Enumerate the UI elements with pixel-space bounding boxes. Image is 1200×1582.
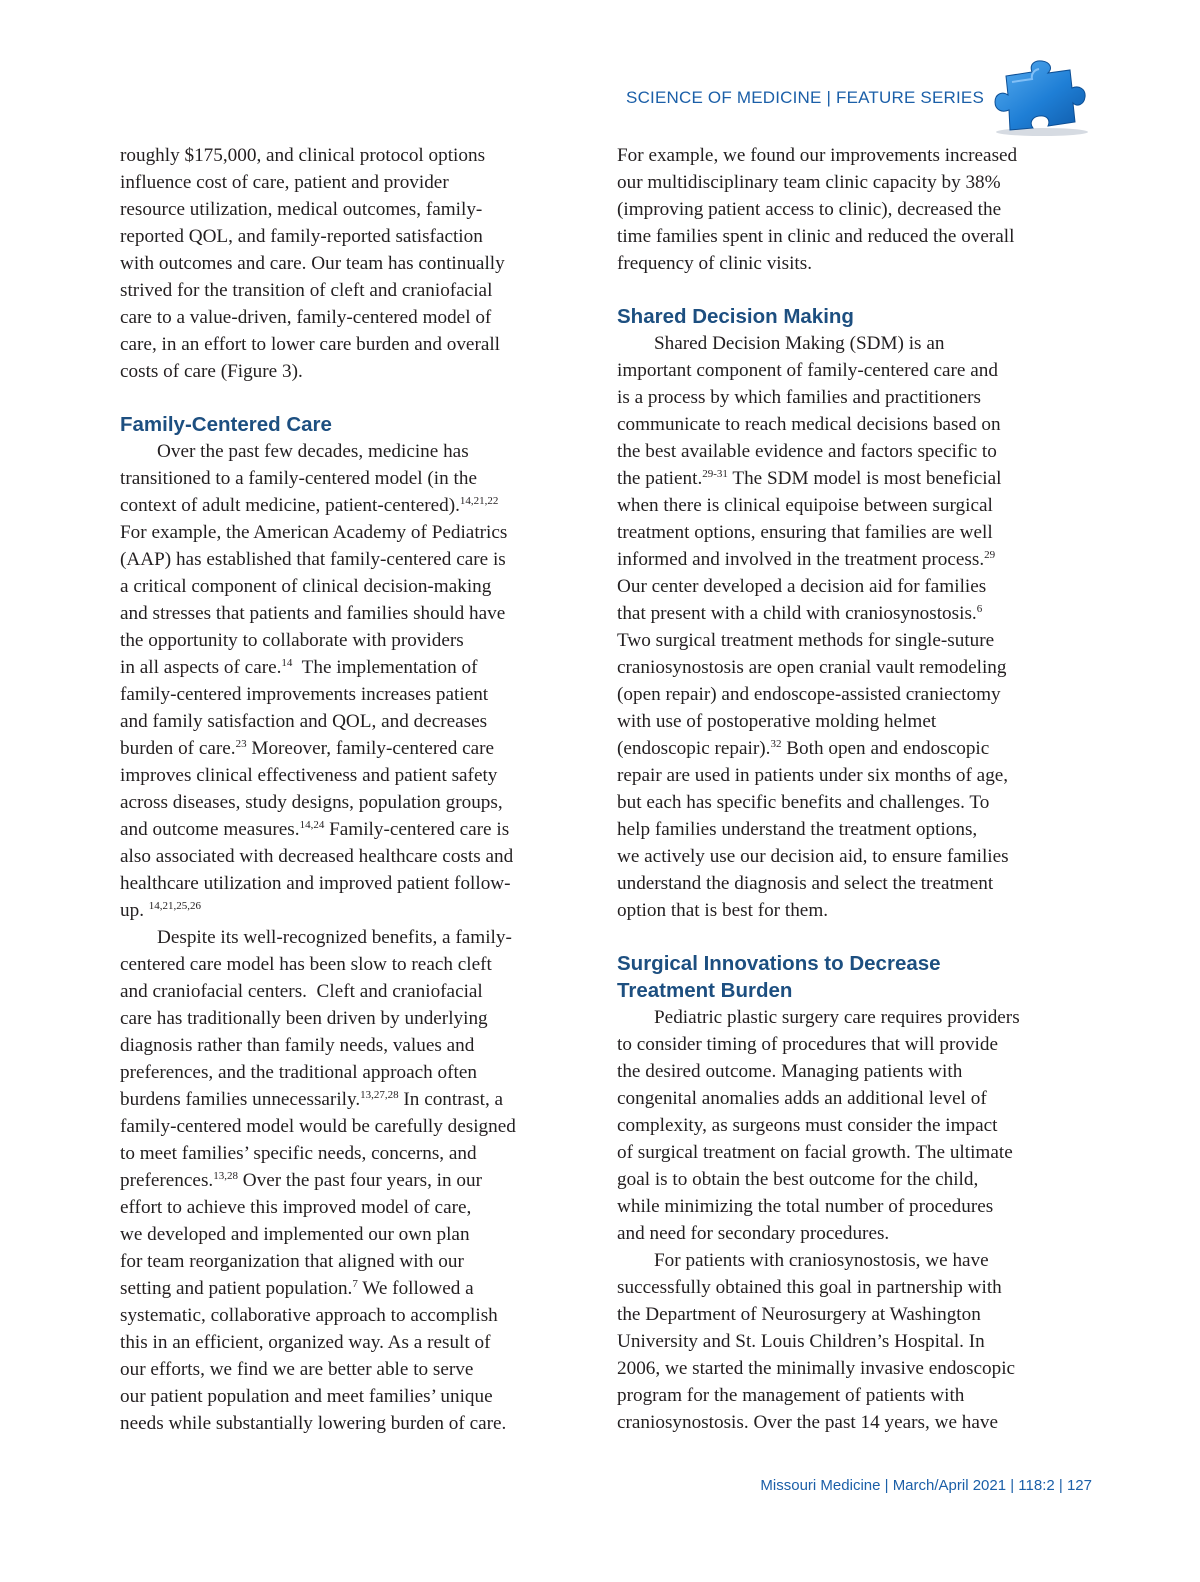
text-line: while minimizing the total number of procedures xyxy=(617,1196,994,1217)
text-line: the opportunity to collaborate with providers xyxy=(120,630,464,651)
right-column xyxy=(617,142,1087,1436)
text-line: the desired outcome. Managing patients with xyxy=(617,1061,963,1082)
text-line: frequency of clinic visits. xyxy=(617,253,813,274)
text-line: option that is best for them. xyxy=(617,900,829,921)
text-line: For example, the American Academy of Pediatrics xyxy=(120,522,508,543)
text-line: our efforts, we find we are better able to serve xyxy=(120,1359,474,1380)
citation: 14,24 xyxy=(299,819,325,831)
text-line: a critical component of clinical decision-making xyxy=(120,576,492,597)
text-line: also associated with decreased healthcare costs and xyxy=(120,846,514,867)
text-line: this in an efficient, organized way. As a result of xyxy=(120,1332,491,1353)
text-line: up. $^{14,21,25,26}$ xyxy=(120,900,202,921)
text-line: Our center developed a decision aid for families xyxy=(617,576,987,597)
text-line: but each has specific benefits and challenges. To xyxy=(617,792,990,813)
text-line: and need for secondary procedures. xyxy=(617,1223,890,1244)
text-line: care has traditionally been driven by underlying xyxy=(120,1008,488,1029)
left-column xyxy=(120,142,582,1437)
text-line: burdens families unnecessarily.$^{13,27,28}$ In contrast, a xyxy=(120,1089,504,1110)
text-line: we developed and implemented our own plan xyxy=(120,1224,470,1245)
text-line: healthcare utilization and improved patient follow- xyxy=(120,873,511,894)
text-line: understand the diagnosis and select the treatment xyxy=(617,873,994,894)
citation: 14,21,22 xyxy=(459,495,499,507)
text-line: For example, we found our improvements increased xyxy=(617,145,1018,166)
citation: 29-31 xyxy=(702,468,728,480)
heading-family-centered-care: Family-Centered Care xyxy=(120,413,332,436)
text-line: University and St. Louis Children’s Hospital. In xyxy=(617,1331,985,1352)
heading-surgical-innovations: Surgical Innovations to Decrease xyxy=(617,952,941,975)
text-line: Pediatric plastic surgery care requires providers xyxy=(654,1007,1020,1028)
text-line: informed and involved in the treatment process.$^{29}$ xyxy=(617,549,996,570)
text-line: preferences, and the traditional approach often xyxy=(120,1062,477,1083)
text-line: and stresses that patients and families should have xyxy=(120,603,506,624)
text-line: diagnosis rather than family needs, values and xyxy=(120,1035,475,1056)
text-line: resource utilization, medical outcomes, family- xyxy=(120,199,483,220)
heading-shared-decision-making: Shared Decision Making xyxy=(617,305,854,328)
text-line: systematic, collaborative approach to accomplish xyxy=(120,1305,498,1326)
citation: 29 xyxy=(984,549,996,561)
text-line: our patient population and meet families’ unique xyxy=(120,1386,493,1407)
text-line: successfully obtained this goal in partnership with xyxy=(617,1277,1002,1298)
text-line: costs of care (Figure 3). xyxy=(120,361,303,382)
text-line: setting and patient population.$^7$ We followed a xyxy=(120,1278,474,1299)
text-line: and outcome measures.$^{14,24}$ Family-centered care is xyxy=(120,819,510,840)
text-line: 2006, we started the minimally invasive endoscopic xyxy=(617,1358,1016,1379)
text-line: context of adult medicine, patient-centered).$^{14,21,22}$ xyxy=(120,495,499,516)
text-line: (endoscopic repair).$^{32}$ Both open and endoscopic xyxy=(617,738,990,759)
surgical-paragraph-2 xyxy=(617,1247,1087,1436)
citation: 32 xyxy=(770,738,782,750)
text-line: strived for the transition of cleft and craniofacial xyxy=(120,280,493,301)
citation: 14,21,25,26 xyxy=(148,900,202,912)
text-line: to consider timing of procedures that will provide xyxy=(617,1034,998,1055)
text-line: transitioned to a family-centered model (in the xyxy=(120,468,477,489)
text-line: the Department of Neurosurgery at Washington xyxy=(617,1304,981,1325)
text-line: repair are used in patients under six months of age, xyxy=(617,765,1009,786)
text-line: we actively use our decision aid, to ensure families xyxy=(617,846,1009,867)
page-footer: Missouri Medicine | March/April 2021 | 118:2 | 127 xyxy=(760,1477,1092,1494)
family-care-paragraph-2 xyxy=(120,924,582,1437)
text-line: when there is clinical equipoise between surgical xyxy=(617,495,993,516)
text-line: to meet families’ specific needs, concerns, and xyxy=(120,1143,477,1164)
text-line: centered care model has been slow to reach cleft xyxy=(120,954,492,975)
text-line: Two surgical treatment methods for single-suture xyxy=(617,630,995,651)
series-header: SCIENCE OF MEDICINE | FEATURE SERIES xyxy=(626,88,984,107)
text-line: care to a value-driven, family-centered model of xyxy=(120,307,492,328)
text-line: and craniofacial centers. Cleft and craniofacial xyxy=(120,981,483,1002)
text-line: needs while substantially lowering burden of care. xyxy=(120,1413,507,1434)
text-line: roughly $175,000, and clinical protocol options xyxy=(120,145,486,166)
text-line: with use of postoperative molding helmet xyxy=(617,711,937,732)
text-line: the best available evidence and factors specific to xyxy=(617,441,997,462)
text-line: treatment options, ensuring that families are well xyxy=(617,522,993,543)
text-line: is a process by which families and practitioners xyxy=(617,387,981,408)
citation: 14 xyxy=(281,657,293,669)
text-line: reported QOL, and family-reported satisfaction xyxy=(120,226,483,247)
text-line: with outcomes and care. Our team has continually xyxy=(120,253,505,274)
text-line: important component of family-centered care and xyxy=(617,360,998,381)
text-line: craniosynostosis are open cranial vault remodeling xyxy=(617,657,1007,678)
text-line: and family satisfaction and QOL, and decreases xyxy=(120,711,488,732)
text-line: for team reorganization that aligned with our xyxy=(120,1251,464,1272)
citation: 7 xyxy=(352,1278,358,1290)
text-line: goal is to obtain the best outcome for the child, xyxy=(617,1169,979,1190)
puzzle-piece-icon xyxy=(982,58,1094,138)
text-line: effort to achieve this improved model of care, xyxy=(120,1197,472,1218)
citation: 23 xyxy=(235,738,247,750)
sdm-paragraph xyxy=(617,330,1087,924)
intro-paragraph xyxy=(120,142,582,385)
text-line: craniosynostosis. Over the past 14 years, we have xyxy=(617,1412,998,1433)
text-line: that present with a child with craniosynostosis.$^6$ xyxy=(617,603,983,624)
citation: 13,27,28 xyxy=(360,1089,399,1101)
text-line: help families understand the treatment options, xyxy=(617,819,978,840)
text-line: program for the management of patients with xyxy=(617,1385,965,1406)
text-line: improves clinical effectiveness and patient safety xyxy=(120,765,498,786)
text-line: complexity, as surgeons must consider the impact xyxy=(617,1115,998,1136)
text-line: in all aspects of care.$^{14}$ The implementation of xyxy=(120,657,478,678)
text-line: family-centered improvements increases patient xyxy=(120,684,489,705)
citation: 13,28 xyxy=(213,1170,238,1182)
text-line: influence cost of care, patient and provider xyxy=(120,172,449,193)
surgical-paragraph-1 xyxy=(617,1004,1087,1247)
heading-surgical-innovations-line-2: Treatment Burden xyxy=(617,979,793,1002)
text-line: burden of care.$^{23}$ Moreover, family-centered care xyxy=(120,738,495,759)
text-line: our multidisciplinary team clinic capacity by 38% xyxy=(617,172,1001,193)
text-line: (AAP) has established that family-centered care is xyxy=(120,549,506,570)
text-line: communicate to reach medical decisions based on xyxy=(617,414,1001,435)
text-line: time families spent in clinic and reduced the overall xyxy=(617,226,1015,247)
text-line: (improving patient access to clinic), decreased the xyxy=(617,199,1002,220)
text-line: Despite its well-recognized benefits, a family- xyxy=(157,927,512,948)
intro-paragraph xyxy=(617,142,1087,277)
text-line: congenital anomalies adds an additional level of xyxy=(617,1088,987,1109)
text-line: preferences.$^{13,28}$ Over the past four years, in our xyxy=(120,1170,482,1191)
text-line: family-centered model would be carefully designed xyxy=(120,1116,516,1137)
text-line: Over the past few decades, medicine has xyxy=(157,441,469,462)
text-line: (open repair) and endoscope-assisted craniectomy xyxy=(617,684,1001,705)
text-line: For patients with craniosynostosis, we have xyxy=(654,1250,989,1271)
citation: 6 xyxy=(976,603,983,615)
text-line: the patient.$^{29-31}$ The SDM model is most beneficial xyxy=(617,468,1002,489)
family-care-paragraph-1 xyxy=(120,438,582,924)
text-line: across diseases, study designs, population groups, xyxy=(120,792,503,813)
text-line: Shared Decision Making (SDM) is an xyxy=(654,333,945,354)
text-line: care, in an effort to lower care burden and overall xyxy=(120,334,501,355)
text-line: of surgical treatment on facial growth. The ultimate xyxy=(617,1142,1013,1163)
